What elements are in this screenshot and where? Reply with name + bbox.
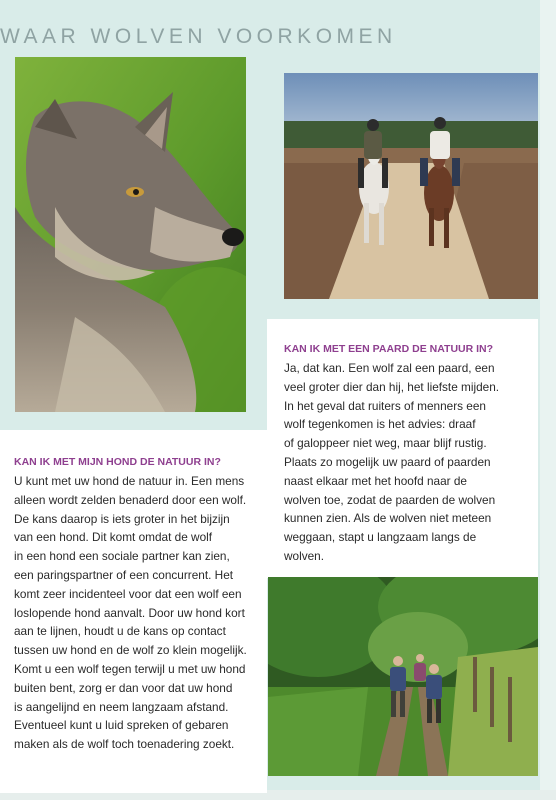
paragraph-line: alleen wordt zelden benaderd door een wolf. — [14, 492, 247, 507]
paragraph-line: Ja, dat kan. Een wolf zal een paard, een — [284, 361, 495, 375]
paragraph-line: buiten bent, zorg er dan voor dat uw hond — [14, 680, 233, 695]
section-horse — [284, 342, 534, 566]
paragraph-line: is aangelijnd en neem langzaam afstand. — [14, 699, 229, 714]
page-edge — [540, 0, 556, 800]
paragraph-line: De kans daarop is iets groter in het bijzijn — [14, 511, 230, 526]
wolf-photo — [15, 57, 246, 412]
paragraph-line: maken als de wolf toch toenadering zoekt. — [14, 737, 235, 752]
paragraph-line: In het geval dat ruiters of menners een — [284, 398, 486, 413]
paragraph-line: Komt u een wolf tegen terwijl u met uw hond — [14, 661, 246, 676]
page-title: WAAR WOLVEN VOORKOMEN — [0, 25, 397, 48]
paragraph-line: kunnen zien. Als de wolven niet meteen — [284, 511, 492, 526]
paragraph-line: komt zeer incidenteel voor dat een wolf een — [14, 586, 242, 601]
heading-horse: KAN IK MET EEN PAARD DE NATUUR IN? — [284, 343, 494, 355]
paragraph-line: in een hond een sociale partner kan zien, — [14, 549, 230, 564]
paragraph-line: loslopende hond aanvalt. Door uw hond kort — [14, 605, 245, 620]
paragraph-line: aan te lijnen, houdt u de kans op contact — [14, 624, 226, 639]
paragraph-line: Eventueel kunt u luid spreken of gebaren — [14, 718, 229, 733]
paragraph-line: van een hond. Dit komt omdat de wolf — [14, 530, 213, 545]
hikers-photo — [268, 577, 538, 776]
paragraph-line: veel groter dier dan hij, het liefste mijden. — [284, 379, 500, 394]
riders-photo — [284, 73, 538, 299]
paragraph-line: wolven toe, zodat de paarden de wolven — [284, 492, 496, 507]
paragraph-line: een paringspartner of een concurrent. Het — [14, 567, 234, 582]
paragraph-line: wolf tegenkomen is het advies: draaf — [284, 417, 476, 432]
paragraph-line: tussen uw hond en de wolf zo klein mogelijk. — [14, 643, 247, 658]
paragraph-line: Plaats zo mogelijk uw paard of paarden — [284, 454, 491, 469]
paragraph-line: wolven. — [284, 548, 324, 563]
paragraph-line: naast elkaar met het hoofd naar de — [284, 473, 467, 488]
heading-dog: KAN IK MET MIJN HOND DE NATUUR IN? — [14, 456, 221, 468]
paragraph-line: U kunt met uw hond de natuur in. Een mens — [14, 474, 245, 488]
section-dog — [14, 455, 264, 754]
paragraph-line: of galoppeer niet weg, maar blijf rustig. — [284, 436, 487, 451]
paragraph-line: weggaan, stapt u langzaam langs de — [284, 530, 477, 545]
